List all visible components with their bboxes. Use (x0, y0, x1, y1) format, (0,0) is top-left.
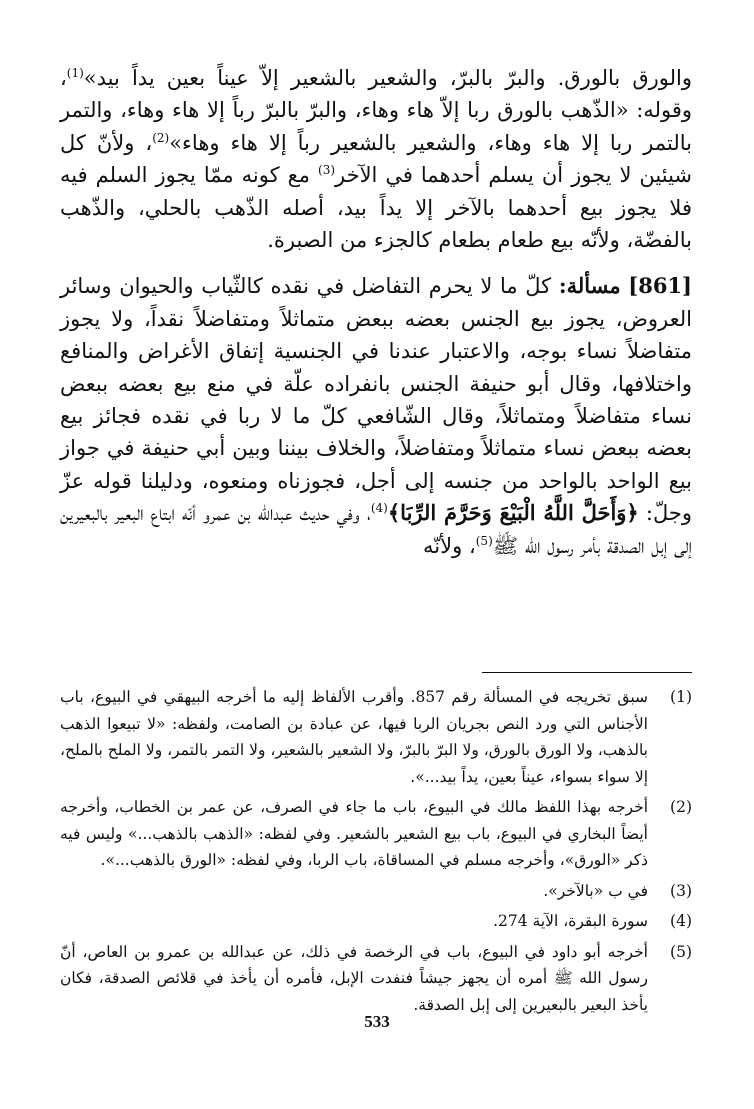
footnote-text: أخرجه بهذا اللفظ مالك في البيوع، باب ما جاء في الصرف، عن عمر بن الخطاب، وأخرجه أيضاً البخاري في البيوع، باب بيع الشعير بالشعير. وفي لفظه: «الذهب بالذهب...» وليس فيه ذكر «الورق»، وأخرجه مسلم في المساقاة، باب الربا، وفي لفظه: «الورق بالذهب...». (60, 798, 648, 869)
paragraph-1-text-2: ، وقوله: «الذّهب بالورق ربا إلاّ هاء وهاء، والبرّ بالبرّ رباً إلا هاء وهاء، والتمر بالتمر ربا إلا هاء وهاء، والشعير بالشعير رباً إلا هاء وهاء» (60, 66, 692, 155)
paragraph-2 (60, 270, 692, 562)
page-number: 533 (364, 1012, 390, 1031)
footnote-ref-3: (3) (318, 163, 336, 178)
footnote-ref-2: (2) (152, 130, 170, 145)
footnotes (60, 684, 692, 1022)
footnote-text: في ب «بالآخر». (543, 881, 648, 900)
paragraph-2-text-2: ، وفي حديث عبدالله بن عمرو أنّه ابتاع البعير بالبعيرين إلى إبل الصدقة بأمر رسول الله ﷺ (60, 501, 692, 558)
main-text (60, 62, 692, 562)
footnote-4 (60, 908, 692, 935)
footnote-number: (5) (670, 942, 692, 961)
footnote-ref-1: (1) (66, 66, 84, 80)
footnote-number: (1) (670, 688, 692, 706)
paragraph-1-text-1: والورق بالورق. والبرّ بالبرّ، والشعير بالشعير إلاّ عيناً بعين يداً بيد» (83, 66, 692, 90)
paragraph-2-text-3: ، ولأنّه (423, 533, 476, 558)
footnote-text: أخرجه أبو داود في البيوع، باب في الرخصة في ذلك، عن عبدالله بن عمرو بن العاص، أنّ رسول الله ﷺ أمره أن يجهز جيشاً فنفدت الإبل، فأمره أن يأخذ في قلائص الصدقة، فكان يأخذ البعير بالبعيرين إلى إبل الصدقة. (60, 942, 648, 1014)
paragraph-1-text-4: مع كونه ممّا يجوز السلم فيه فلا يجوز بيع أحدهما بالآخر إلا يداً بيد، أصله الذّهب بالحلي، والذّهب بالفضّة، ولأنّه بيع طعام بطعام كالجزء من الصبرة. (60, 163, 692, 253)
paragraph-1-text-3: ، ولأنّ كل شيئين لا يجوز أن يسلم أحدهما في الآخر (60, 130, 693, 188)
page-content (60, 62, 693, 1014)
footnote-3 (60, 878, 692, 905)
footnote-text: سبق تخريجه في المسألة رقم 857. وأقرب الألفاظ إليه ما أخرجه البيهقي في البيوع، باب الأجناس التي ورد النص بجريان الربا فيها، عن عبادة بن الصامت، ولفظه: «لا تبيعوا الذهب بالذهب، ولا الورق بالورق، ولا البرّ بالبرّ، ولا الشعير بالشعير، ولا التمر بالتمر، ولا الملح بالملح، إلا سواء بسواء، عيناً بعين، يداً بيد...». (60, 688, 648, 786)
footnote-5 (60, 939, 692, 1019)
footnote-ref-4: (4) (370, 501, 388, 516)
footnote-number: (4) (670, 912, 692, 930)
paragraph-2-text-1: كلّ ما لا يحرم التفاضل في نقده كالثّياب والحيوان وسائر العروض، يجوز بيع الجنس بعضه ببعض متماثلاً ومتفاضلاً نقداً، ولا يجوز متفاضلاً نساء بوجه، والاعتبار عندنا في الجنسية إتفاق الأغراض والمنافع واختلافها، وقال أبو حنيفة الجنس بانفراده علّة في منع بيع بعضه ببعض نساء متفاضلاً ومتماثلاً، وقال الشّافعي كلّ ما لا ربا في نقده فجائز بيع بعضه ببعض نساء متماثلاً ومتفاضلاً، والخلاف بيننا وبين أبي حنيفة في جواز بيع الواحد بالواحد من جنسه إلى أجل، فجوزناه ومنعوه، ودليلنا قوله عزّ وجلّ: (60, 274, 692, 526)
footnote-1 (60, 684, 692, 790)
footnote-text: سورة البقرة، الآية 274. (493, 912, 648, 930)
issue-label: مسألة: (558, 273, 621, 299)
footnote-number: (2) (670, 798, 692, 816)
footnote-ref-5: (5) (475, 533, 493, 548)
footnote-divider (482, 672, 692, 673)
footnote-2 (60, 794, 692, 874)
footnote-number: (3) (670, 881, 692, 900)
quran-verse: ﴿وَأَحَلَّ اللَّهُ الْبَيْعَ وَحَرَّمَ الرِّبَا﴾ (387, 500, 639, 526)
paragraph-1 (60, 62, 692, 256)
issue-number: [861] (628, 273, 692, 299)
